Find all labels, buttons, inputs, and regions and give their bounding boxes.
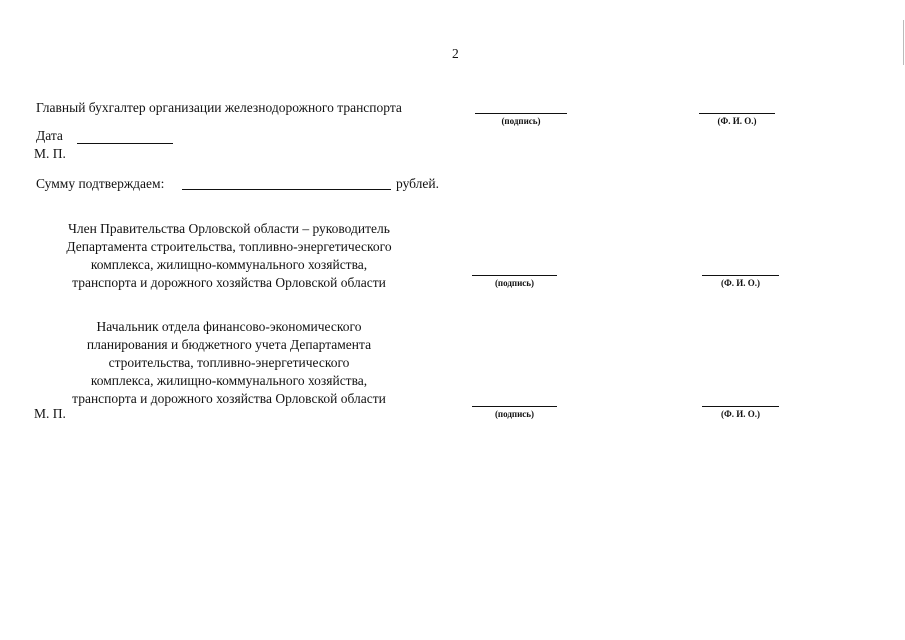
department-head-name-line — [702, 406, 779, 407]
stamp-label-1: М. П. — [34, 146, 66, 161]
government-member-title-line: комплекса, жилищно-коммунального хозяйства, — [90, 257, 368, 272]
sum-confirm-label: Сумму подтверждаем: — [36, 176, 165, 191]
government-member-name-line — [702, 275, 779, 276]
government-member-name-caption: (Ф. И. О.) — [721, 278, 760, 288]
government-member-signature-caption: (подпись) — [494, 278, 535, 288]
chief-accountant-name-line — [699, 113, 775, 114]
department-head-title-line: строительства, топливно-энергетического — [108, 355, 350, 370]
date-label: Дата — [36, 128, 63, 143]
department-head-title-line: транспорта и дорожного хозяйства Орловской области — [72, 391, 386, 406]
department-head-title-line: Начальник отдела финансово-экономического — [96, 319, 362, 334]
date-line — [77, 143, 173, 144]
chief-accountant-signature-line — [475, 113, 567, 114]
government-member-title-line: Департамента строительства, топливно-энергетического — [66, 239, 392, 254]
chief-accountant-name-caption: (Ф. И. О.) — [717, 116, 757, 126]
scan-edge-mark — [903, 20, 904, 65]
sum-currency-label: рублей. — [396, 176, 440, 191]
government-member-signature-line — [472, 275, 557, 276]
government-member-title — [34, 220, 424, 292]
government-member-title-line: транспорта и дорожного хозяйства Орловской области — [72, 275, 386, 290]
department-head-signature-caption: (подпись) — [494, 409, 535, 419]
page-number: 2 — [452, 46, 459, 61]
department-head-title — [34, 318, 424, 408]
sum-amount-line — [182, 189, 391, 190]
stamp-label-2: М. П. — [34, 406, 66, 421]
chief-accountant-title: Главный бухгалтер организации железнодорожного транспорта — [36, 100, 402, 115]
department-head-name-caption: (Ф. И. О.) — [721, 409, 760, 419]
department-head-signature-line — [472, 406, 557, 407]
department-head-title-line: планирования и бюджетного учета Департамента — [86, 337, 372, 352]
government-member-title-line: Член Правительства Орловской области – руководитель — [68, 221, 390, 236]
chief-accountant-signature-caption: (подпись) — [501, 116, 541, 126]
department-head-title-line: комплекса, жилищно-коммунального хозяйства, — [90, 373, 368, 388]
